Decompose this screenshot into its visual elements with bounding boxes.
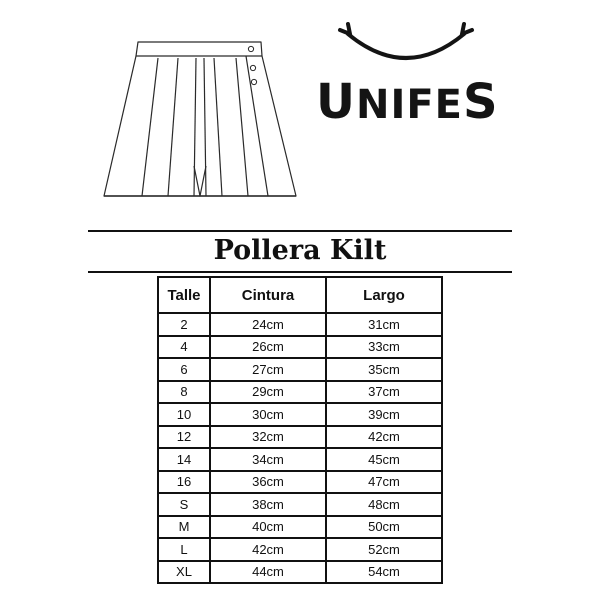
table-row: [158, 538, 442, 561]
cell-largo: 52cm: [326, 538, 442, 561]
cell-talle: S: [158, 493, 210, 516]
cell-talle: 12: [158, 426, 210, 449]
cell-cintura: 27cm: [210, 358, 326, 381]
cell-largo: 35cm: [326, 358, 442, 381]
table-row: [158, 561, 442, 584]
title-rule-bottom: [88, 271, 512, 273]
smile-icon: [326, 22, 486, 66]
cell-cintura: 44cm: [210, 561, 326, 584]
button-icon: [251, 79, 256, 84]
cell-largo: 39cm: [326, 403, 442, 426]
cell-talle: 14: [158, 448, 210, 471]
button-icon: [248, 46, 253, 51]
cell-largo: 31cm: [326, 313, 442, 336]
cell-largo: 54cm: [326, 561, 442, 584]
cell-cintura: 40cm: [210, 516, 326, 539]
table-row: [158, 493, 442, 516]
brand-name: UNIFES: [316, 74, 499, 130]
table-row: [158, 313, 442, 336]
cell-talle: M: [158, 516, 210, 539]
header-largo: Largo: [326, 277, 442, 313]
table-row: [158, 336, 442, 359]
skirt-illustration: [96, 36, 306, 206]
cell-talle: 16: [158, 471, 210, 494]
cell-cintura: 24cm: [210, 313, 326, 336]
brand-logo: [316, 22, 499, 130]
cell-largo: 45cm: [326, 448, 442, 471]
cell-talle: 8: [158, 381, 210, 404]
cell-talle: L: [158, 538, 210, 561]
table-header-row: [158, 277, 442, 313]
cell-largo: 48cm: [326, 493, 442, 516]
cell-talle: 10: [158, 403, 210, 426]
cell-talle: 6: [158, 358, 210, 381]
header-talle: Talle: [158, 277, 210, 313]
button-icon: [250, 65, 255, 70]
table-row: [158, 426, 442, 449]
cell-cintura: 42cm: [210, 538, 326, 561]
cell-cintura: 32cm: [210, 426, 326, 449]
cell-talle: XL: [158, 561, 210, 584]
size-table: [157, 276, 443, 584]
cell-cintura: 34cm: [210, 448, 326, 471]
cell-largo: 37cm: [326, 381, 442, 404]
header-cintura: Cintura: [210, 277, 326, 313]
cell-cintura: 36cm: [210, 471, 326, 494]
page-title: Pollera Kilt: [213, 235, 387, 266]
cell-largo: 47cm: [326, 471, 442, 494]
table-row: [158, 448, 442, 471]
cell-largo: 50cm: [326, 516, 442, 539]
cell-cintura: 30cm: [210, 403, 326, 426]
cell-cintura: 38cm: [210, 493, 326, 516]
cell-talle: 2: [158, 313, 210, 336]
cell-cintura: 29cm: [210, 381, 326, 404]
cell-largo: 42cm: [326, 426, 442, 449]
table-row: [158, 471, 442, 494]
table-row: [158, 358, 442, 381]
cell-largo: 33cm: [326, 336, 442, 359]
cell-cintura: 26cm: [210, 336, 326, 359]
table-row: [158, 381, 442, 404]
table-row: [158, 516, 442, 539]
cell-talle: 4: [158, 336, 210, 359]
table-row: [158, 403, 442, 426]
